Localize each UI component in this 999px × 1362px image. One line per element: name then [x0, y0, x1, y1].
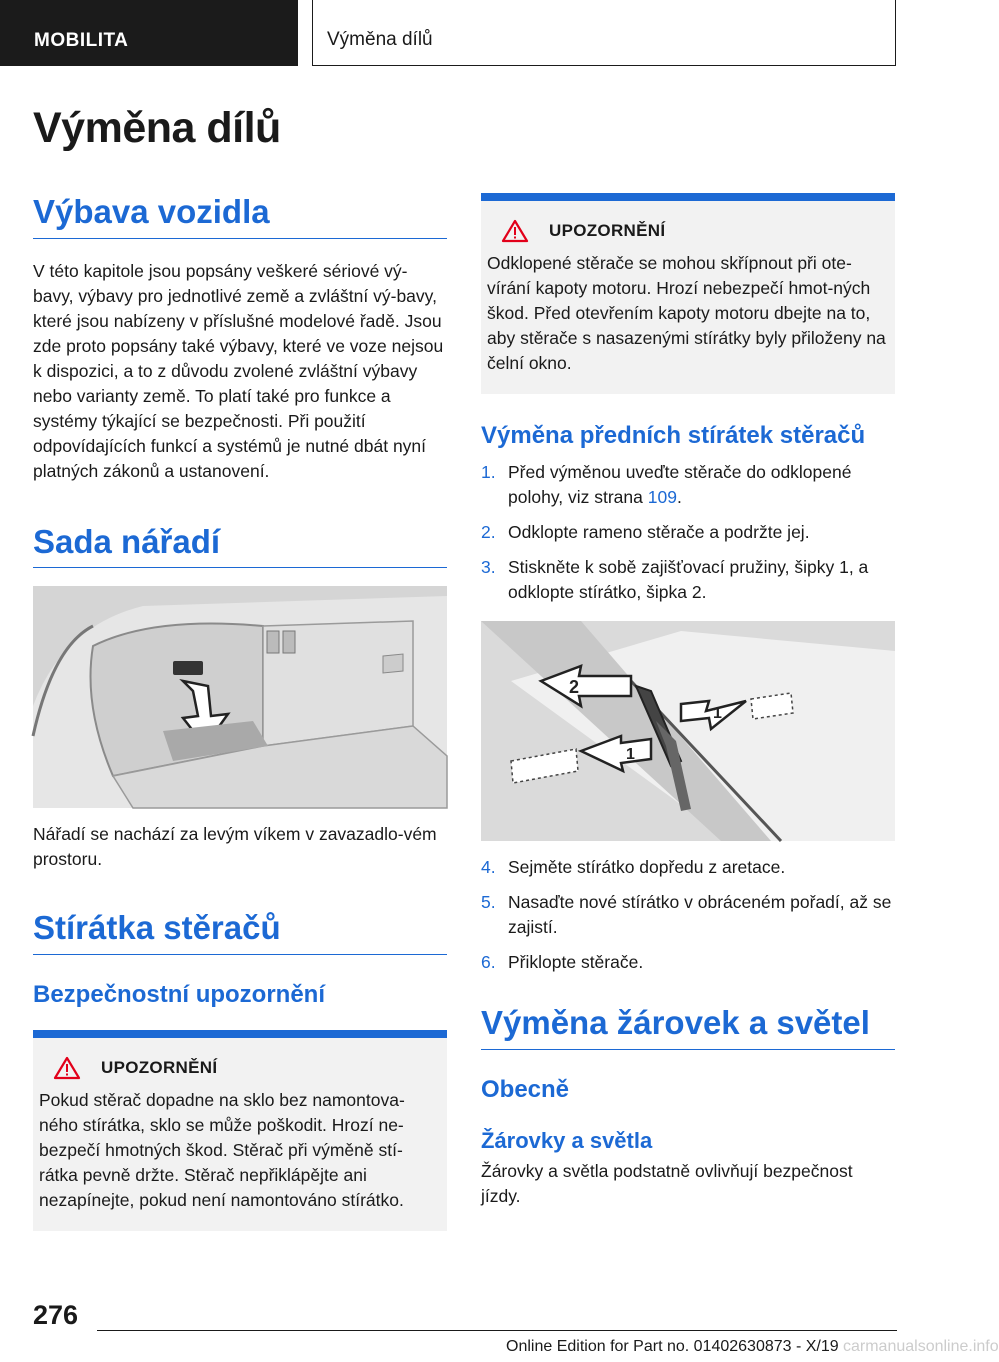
heading-zarovky: Žárovky a světla [481, 1128, 653, 1154]
steps-list-a [481, 460, 895, 605]
warning-title: UPOZORNĚNÍ [549, 221, 666, 240]
page-title: Výměna dílů [33, 104, 281, 152]
figure-trunk-toolkit [33, 586, 447, 808]
left-column [33, 192, 447, 1231]
page-header [0, 0, 960, 66]
steps-list-b [481, 855, 895, 975]
heading-bezpecnost: Bezpečnostní upozornění [33, 980, 326, 1008]
step-text: Přiklopte stěrače. [508, 952, 644, 972]
warning-triangle-icon [53, 1056, 81, 1080]
step-number: 5. [481, 892, 496, 912]
heading-sada: Sada nářadí [33, 522, 447, 569]
footer-watermark: carmanualsonline.info [843, 1338, 999, 1355]
page-link[interactable]: 109 [647, 487, 677, 507]
step-number: 3. [481, 557, 496, 577]
figure-wiper-blade [481, 621, 895, 841]
step-text: Odklopte rameno stěrače a podržte jej. [508, 522, 810, 542]
wiper-illustration [481, 621, 895, 841]
warning-box-hood [481, 193, 895, 394]
step-text: Nasaďte nové stírátko v obráceném pořadí, až se zajistí. [508, 892, 892, 937]
step-number: 6. [481, 952, 496, 972]
warning-header [39, 1056, 439, 1080]
warning-box-wiper [33, 1030, 447, 1231]
warning-header [487, 219, 887, 243]
arrow-label-1b: 1 [626, 746, 635, 763]
step-text: Před výměnou uveďte stěrače do odklopené polohy, viz strana 109. [508, 462, 852, 507]
paragraph-vybava: V této kapitole jsou popsány veškeré sériové vý-bavy, výbavy pro jednotlivé země a zvláštní vý-bavy, které jsou nabízeny v příslušné modelové řadě. Jsou zde proto popsány také výbavy, které ve voze nejsou k dispozici, a to z důvodu zvolené zvláštní výbavy nebo varianty země. To platí také pro funkce a systémy týkající se bezpečnosti. Při použití odpovídajících funkcí a systémů je nutné dbát nyní platných zákonů a ustanovení. [33, 260, 444, 481]
step-number: 1. [481, 462, 496, 482]
right-column [481, 193, 895, 1209]
step-number: 2. [481, 522, 496, 542]
warning-text: Odklopené stěrače se mohou skřípnout při ote-vírání kapoty motoru. Hrozí nebezpečí hmot-ných škod. Před otevřením kapoty motoru dbejte na to, aby stěrače s nasazenými stírátky byly přiloženy na čelní okno. [487, 253, 886, 373]
arrow-label-1a: 1 [713, 705, 722, 722]
list-item [481, 520, 895, 545]
page-number: 276 [33, 1300, 79, 1330]
list-item [481, 855, 895, 880]
trunk-illustration [33, 586, 447, 808]
heading-obecne: Obecně [481, 1075, 570, 1103]
warning-title: UPOZORNĚNÍ [101, 1057, 218, 1077]
heading-vybava: Výbava vozidla [33, 192, 447, 239]
heading-bulbs: Výměna žárovek a světel [481, 1003, 895, 1050]
heading-stiratka: Stírátka stěračů [33, 908, 447, 955]
warning-triangle-icon [501, 219, 529, 243]
footer-divider [97, 1330, 897, 1331]
warning-text: Pokud stěrač dopadne na sklo bez namontova-ného stírátka, sklo se může poškodit. Hrozí ne-bezpečí hmotných škod. Stěrač při výměně stí-rátka pevně držte. Stěrač nepřiklápějte ani nezapínejte, pokud není namontováno stírátko. [39, 1089, 405, 1210]
list-item [481, 555, 895, 605]
step-text: Sejměte stírátko dopředu z aretace. [508, 857, 786, 877]
arrow-label-2: 2 [569, 677, 580, 697]
list-item [481, 460, 895, 510]
section-tab: MOBILITA [0, 0, 298, 66]
paragraph-zarovky: Žárovky a světla podstatně ovlivňují bezpečnost jízdy. [481, 1160, 853, 1206]
step-text: Stiskněte k sobě zajišťovací pružiny, šipky 1, a odklopte stírátko, šipka 2. [508, 557, 869, 602]
list-item [481, 950, 895, 975]
chapter-tab: Výměna dílů [312, 0, 896, 66]
heading-front-wipers: Výměna předních stírátek stěračů [481, 422, 866, 449]
step-number: 4. [481, 857, 496, 877]
caption-sada: Nářadí se nachází za levým víkem v zavazadlo-vém prostoru. [33, 824, 437, 870]
list-item [481, 890, 895, 940]
footer-edition: Online Edition for Part no. 01402630873 - X/19 [506, 1338, 839, 1355]
